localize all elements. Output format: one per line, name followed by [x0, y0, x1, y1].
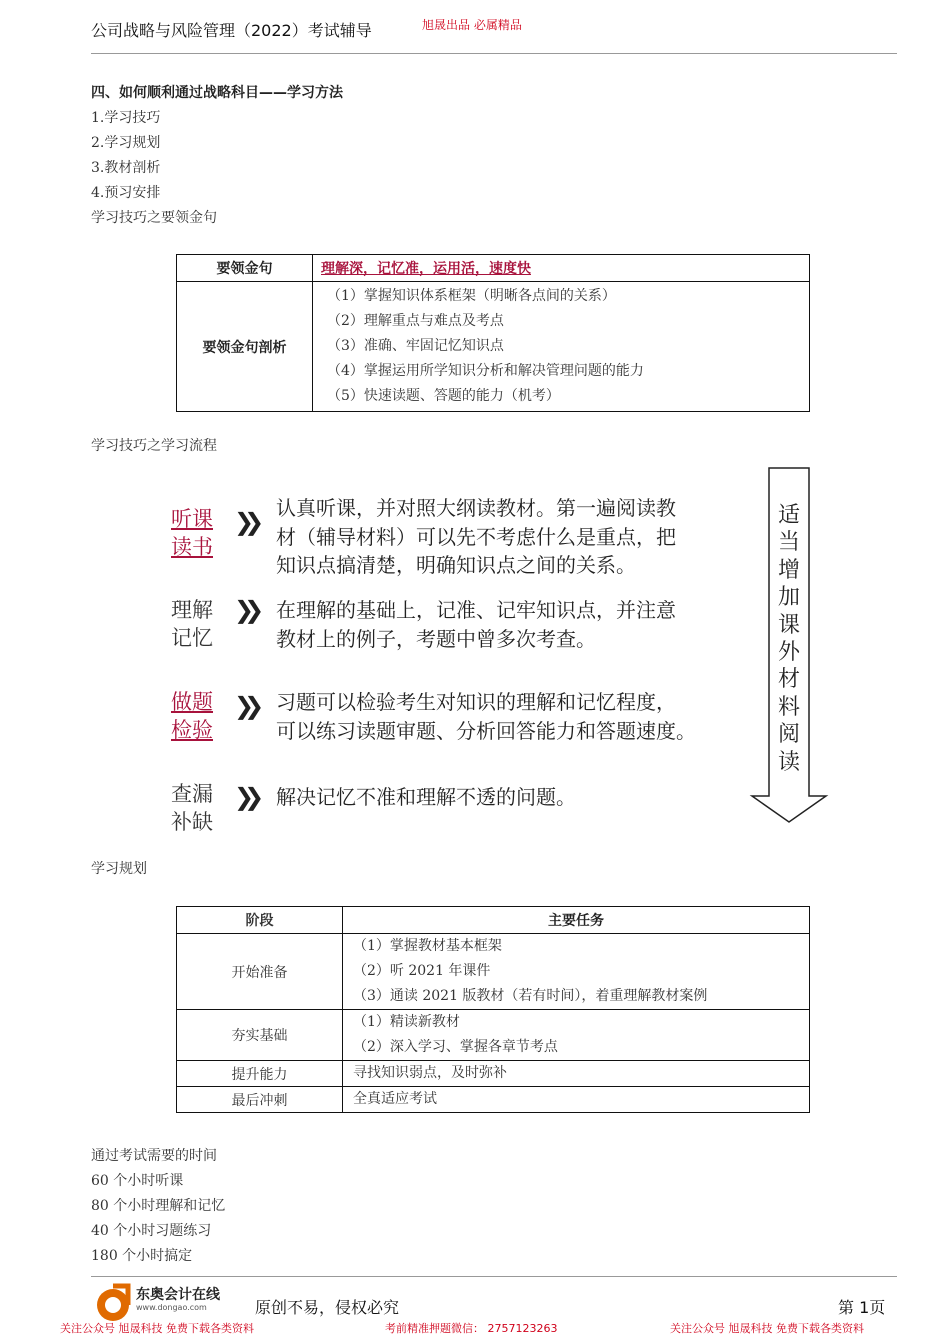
footer-ad-left: 关注公众号 旭晟科技 免费下载各类资料 — [60, 1322, 254, 1335]
table-row — [177, 282, 810, 412]
flow-step-line: 习题可以检验考生对知识的理解和记忆程度， — [276, 690, 676, 714]
flow-step-label-line: 记忆 — [171, 626, 213, 650]
task-item: （1）精读新教材 — [353, 1014, 460, 1030]
flow-step-label-line: 查漏 — [171, 782, 213, 806]
tasks-cell — [343, 934, 810, 1010]
footer-ad-center: 考前精准押题微信： 2757123263 — [385, 1322, 558, 1335]
logo-name: 东奥会计在线 — [136, 1287, 220, 1303]
list-item: 4.预习安排 — [91, 185, 161, 201]
footer-ad-right: 关注公众号 旭晟科技 免费下载各类资料 — [670, 1322, 864, 1335]
arrow-char: 课 — [777, 612, 800, 638]
page-number: 第 1页 — [838, 1298, 886, 1317]
list-item: （4）掌握运用所学知识分析和解决管理问题的能力 — [327, 363, 644, 379]
flow-step-label-line: 做题 — [171, 690, 213, 714]
subheading-golden-rules: 学习技巧之要领金句 — [91, 210, 217, 226]
arrow-char: 适 — [777, 503, 800, 528]
task-item: 寻找知识弱点，及时弥补 — [343, 1061, 810, 1087]
golden-rule-text: 理解深，记忆准，运用活，速度快 — [313, 255, 810, 282]
arrow-char: 当 — [777, 530, 800, 556]
dongao-logo-icon — [92, 1282, 134, 1324]
table-header-row — [177, 907, 810, 934]
table-row — [177, 1010, 810, 1061]
flow-step-label — [171, 505, 213, 561]
list-item: 3.教材剖析 — [91, 160, 161, 176]
arrow-caption — [774, 502, 804, 776]
flow-step-label-line: 补缺 — [171, 810, 213, 834]
list-item: （2）理解重点与难点及考点 — [327, 313, 504, 329]
time-line: 通过考试需要的时间 — [91, 1148, 217, 1164]
flow-title: 学习技巧之学习流程 — [91, 438, 217, 454]
table-row — [177, 1061, 810, 1087]
plan-title: 学习规划 — [91, 861, 147, 877]
task-item: （2）听 2021 年课件 — [353, 963, 491, 979]
flow-step-label — [171, 780, 213, 836]
stage-cell: 最后冲刺 — [177, 1087, 343, 1113]
header-divider — [91, 53, 897, 54]
table-cell-label: 要领金句 — [177, 255, 313, 282]
chevron-right-icon: ❯❯ — [234, 783, 255, 811]
task-item: （1）掌握教材基本框架 — [353, 938, 502, 954]
study-plan-table — [176, 906, 810, 1113]
flow-step-line: 可以练习读题审题、分析回答能力和答题速度。 — [276, 718, 696, 743]
flow-step-line: 认真听课，并对照大纲读教材。第一遍阅读教 — [276, 496, 676, 520]
flow-step-line: 教材上的例子，考题中曾多次考查。 — [276, 626, 596, 651]
golden-rules-table — [176, 254, 810, 412]
column-header-tasks: 主要任务 — [343, 907, 810, 934]
stage-cell: 夯实基础 — [177, 1010, 343, 1061]
flow-step-text — [276, 783, 576, 812]
section-heading: 四、如何顺利通过战略科目——学习方法 — [91, 85, 343, 101]
chevron-right-icon: ❯❯ — [234, 508, 255, 536]
flow-step-line: 在理解的基础上，记准、记牢知识点，并注意 — [276, 598, 676, 622]
flow-step-label-line: 检验 — [171, 718, 213, 742]
table-cell-list — [313, 282, 810, 412]
arrow-char: 增 — [777, 557, 800, 583]
list-item: （5）快速读题、答题的能力（机考） — [327, 388, 560, 404]
table-row — [177, 1087, 810, 1113]
task-item: （3）通读 2021 版教材（若有时间），着重理解教材案例 — [353, 988, 708, 1004]
table-row — [177, 934, 810, 1010]
flow-step-label-line: 听课 — [171, 507, 213, 531]
list-item: 1.学习技巧 — [91, 110, 161, 126]
flow-step-label — [171, 596, 213, 652]
flow-step-text — [276, 688, 696, 745]
time-line: 60 个小时听课 — [91, 1173, 184, 1189]
flow-step-label-line: 读书 — [171, 535, 213, 559]
flow-step-line: 材（辅导材料）可以先不考虑什么是重点，把 — [276, 524, 676, 549]
arrow-char: 阅 — [777, 722, 800, 748]
task-item: 全真适应考试 — [343, 1087, 810, 1113]
list-item: 2.学习规划 — [91, 135, 161, 151]
chevron-right-icon: ❯❯ — [234, 596, 255, 624]
flow-step-line: 解决记忆不准和理解不透的问题。 — [276, 785, 576, 809]
chevron-right-icon: ❯❯ — [234, 692, 255, 720]
header-slogan: 旭晟出品 必属精品 — [422, 18, 522, 32]
flow-step-text — [276, 494, 676, 580]
tasks-cell — [343, 1010, 810, 1061]
arrow-char: 外 — [777, 640, 800, 666]
task-item: （2）深入学习、掌握各章节考点 — [353, 1039, 558, 1055]
arrow-char: 料 — [777, 694, 800, 720]
flow-step-line: 知识点搞清楚，明确知识点之间的关系。 — [276, 553, 636, 577]
table-row — [177, 255, 810, 282]
document-title: 公司战略与风险管理（2022）考试辅导 — [91, 21, 372, 40]
flow-step-label — [171, 688, 213, 744]
time-line: 180 个小时搞定 — [91, 1248, 193, 1264]
arrow-char: 读 — [777, 749, 800, 775]
footer-divider — [91, 1276, 897, 1277]
stage-cell: 开始准备 — [177, 934, 343, 1010]
logo-url: www.dongao.com — [136, 1303, 207, 1312]
table-cell-label: 要领金句剖析 — [177, 282, 313, 412]
arrow-char: 加 — [777, 585, 800, 611]
copyright-notice: 原创不易，侵权必究 — [255, 1298, 400, 1317]
time-line: 80 个小时理解和记忆 — [91, 1198, 226, 1214]
column-header-stage: 阶段 — [177, 907, 343, 934]
list-item: （3）准确、牢固记忆知识点 — [327, 338, 504, 354]
stage-cell: 提升能力 — [177, 1061, 343, 1087]
flow-step-text — [276, 596, 676, 653]
list-item: （1）掌握知识体系框架（明晰各点间的关系） — [327, 288, 616, 304]
flow-step-label-line: 理解 — [171, 598, 213, 622]
time-required-list — [91, 1144, 225, 1269]
arrow-char: 材 — [777, 667, 800, 693]
time-line: 40 个小时习题练习 — [91, 1223, 212, 1239]
